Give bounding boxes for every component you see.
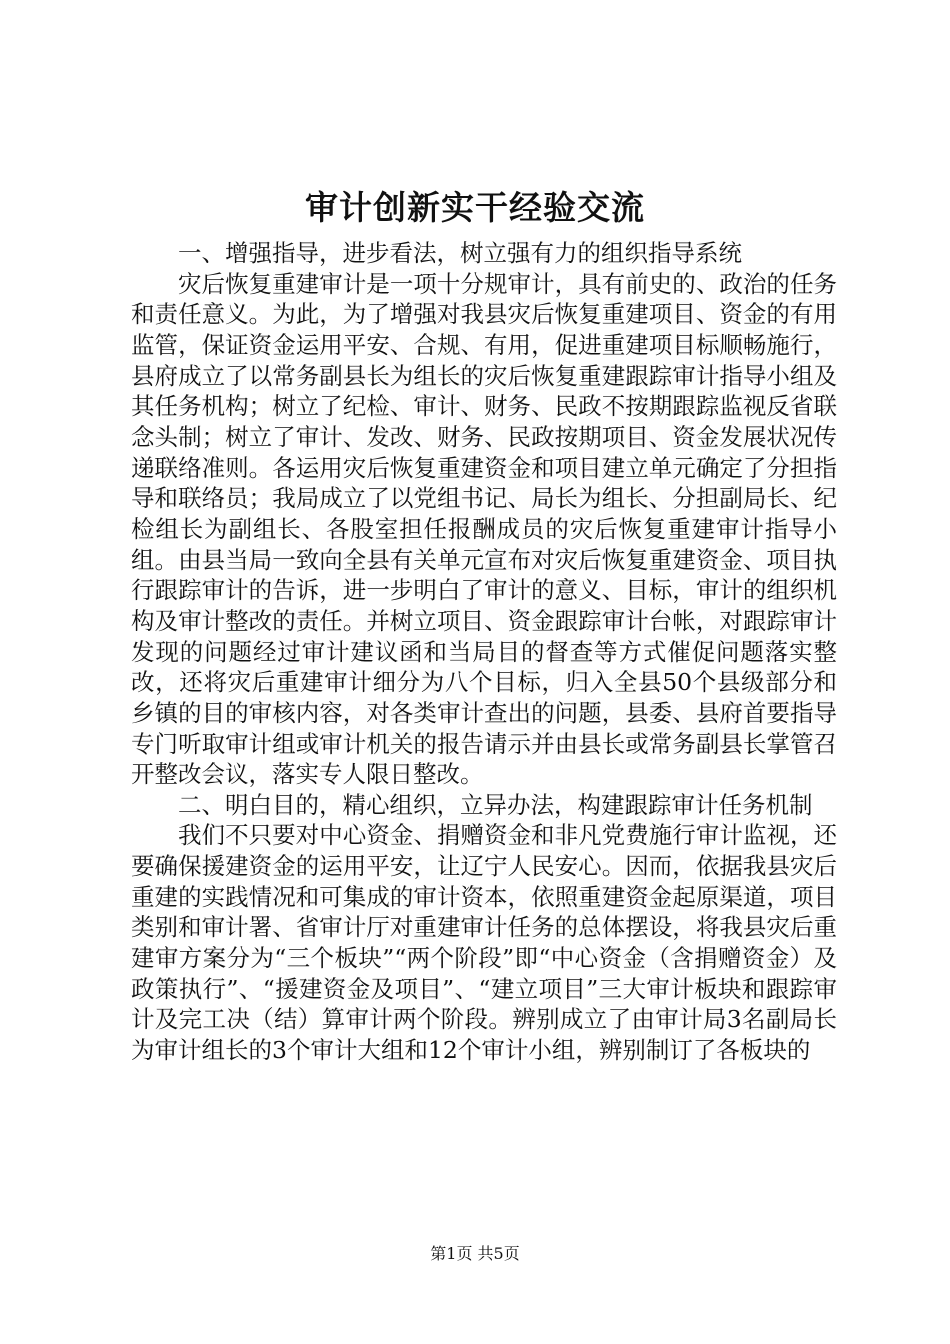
page-footer: 第1页 共5页 xyxy=(430,1244,520,1263)
paragraph-2: 我们不只要对中心资金、捐赠资金和非凡党费施行审计监视，还要确保援建资金的运用平安，让辽宁人民安心。因而，依据我县灾后重建的实践情况和可集成的审计资本，依照重建资金起原渠道，项目类别和审计署、省审计厅对重建审计任务的总体摆设，将我县灾后重建审方案分为“三个板块”“两个阶段”即“中心资金（含捐赠资金）及政策执行”、“援建资金及项目”、“建立项目”三大审计板块和跟踪审计及完工决（结）算审计两个阶段。辨别成立了由审计局3名副局长为审计组长的3个审计大组和12个审计小组，辨别制订了各板块的 xyxy=(131,821,837,1065)
paragraph-1: 灾后恢复重建审计是一项十分规审计，具有前史的、政治的任务和责任意义。为此，为了增强对我县灾后恢复重建项目、资金的有用监管，保证资金运用平安、合规、有用，促进重建项目标顺畅施行，县府成立了以常务副县长为组长的灾后恢复重建跟踪审计指导小组及其任务机构；树立了纪检、审计、财务、民政不按期跟踪监视反省联念头制；树立了审计、发改、财务、民政按期项目、资金发展状况传递联络准则。各运用灾后恢复重建资金和项目建立单元确定了分担指导和联络员；我局成立了以党组书记、局长为组长、分担副局长、纪检组长为副组长、各股室担任报酬成员的灾后恢复重建审计指导小组。由县当局一致向全县有关单元宣布对灾后恢复重建资金、项目执行跟踪审计的告诉，进一步明白了审计的意义、目标，审计的组织机构及审计整改的责任。并树立项目、资金跟踪审计台帐，对跟踪审计发现的问题经过审计建议函和当局目的督查等方式催促问题落实整改，还将灾后重建审计细分为八个目标，归入全县50个县级部分和乡镇的目的审核内容，对各类审计查出的问题，县委、县府首要指导专门听取审计组或审计机关的报告请示并由县长或常务副县长掌管召开整改会议，落实专人限日整改。 xyxy=(131,269,837,789)
document-body xyxy=(131,238,837,1066)
document-title: 审计创新实干经验交流 xyxy=(305,188,645,227)
section-heading-2: 二、明白目的，精心组织，立异办法，构建跟踪审计任务机制 xyxy=(178,790,813,819)
section-heading-1: 一、增强指导，进步看法，树立强有力的组织指导系统 xyxy=(178,239,742,267)
